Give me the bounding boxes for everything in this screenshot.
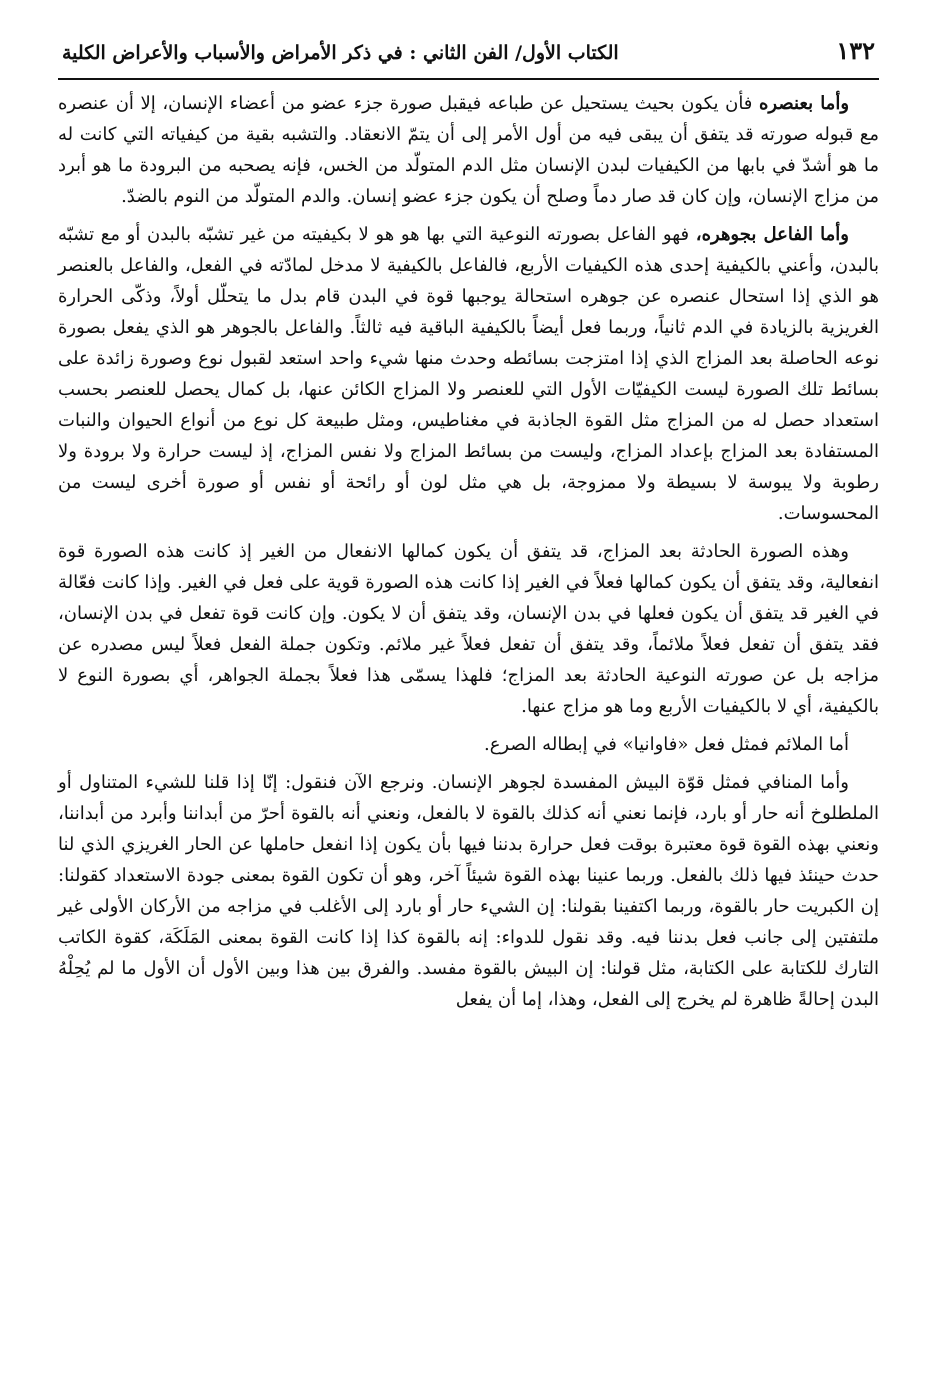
paragraph-text: وهذه الصورة الحادثة بعد المزاج، قد يتفق أن يكون كمالها الانفعال من الغير إذ كانت هذه الصورة قوة انفعالية، وقد يتفق أن يكون كمالها فعلاً في الغير إذا كانت هذه الصورة قوية على فعل في الغير. وإذا كانت فعّالة في الغير قد يتفق أن يكون فعلها في بدن الإنسان، وقد يتفق أن لا يكون. وإن كانت قوة تفعل في بدن الإنسان، فقد يتفق أن تفعل فعلاً ملائماً، وقد يتفق أن تفعل فعلاً غير ملائم. وتكون جملة الفعل فعلاً ليس مصدره عن مزاجه بل عن صورته النوعية الحادثة بعد المزاج؛ فلهذا يسمّى هذا فعلاً بجملة الجواهر، أي بصورة النوع لا بالكيفية، أي لا بالكيفيات الأربع وما هو مزاج عنها. [58,541,879,717]
paragraph-text: أما الملائم فمثل فعل «فاوانيا» في إبطاله الصرع. [483,734,849,755]
paragraph [58,88,879,212]
paragraph-lead: وأما الفاعل بجوهره، [695,224,849,245]
running-header-title: الكتاب الأول/ الفن الثاني : في ذكر الأمراض والأسباب والأعراض الكلية [62,42,619,64]
paragraph [58,536,879,722]
paragraph [58,767,879,1015]
paragraph [58,219,879,529]
paragraph-text: فهو الفاعل بصورته النوعية التي بها هو هو لا بكيفيته من غير تشبّه بالبدن أو مع تشبّه بالبدن، وأعني بالكيفية إحدى هذه الكيفيات الأربع، فالفاعل بالكيفية لا مدخل لمادّته في الفعل، والفاعل بالعنصر هو الذي إذا استحال عنصره عن جوهره استحالة يوجبها قوة في البدن قام بدل ما يتحلّل أولاً، وذكّى الحرارة الغريزية بالزيادة في الدم ثانياً، وربما فعل أيضاً بالكيفية الباقية فيه ثالثاً. والفاعل بالجوهر هو الذي يفعل بصورة نوعه الحاصلة بعد المزاج الذي إذا امتزجت بسائطه وحدث منها شيء واحد استعد لقبول نوع وصورة زائدة على بسائط تلك الصورة ليست الكيفيّات الأول التي للعنصر ولا المزاج الكائن عنها، بل كمال يحصل للعنصر بحسب استعداد حصل له من المزاج مثل القوة الجاذبة في مغناطيس، ومثل طبيعة كل نوع من أنواع الحيوان والنبات المستفادة بعد المزاج بإعداد المزاج، وليست من بسائط المزاج ولا نفس المزاج، إذ ليست حرارة ولا برودة ولا رطوبة ولا يبوسة لا بسيطة ولا ممزوجة، بل هي مثل لون أو رائحة أو نفس أو صورة أخرى ليست من المحسوسات. [58,224,879,524]
paragraph-text: فأن يكون بحيث يستحيل عن طباعه فيقبل صورة جزء عضو من أعضاء الإنسان، إلا أن عنصره مع قبوله صورته قد يتفق أن يبقى فيه من أول الأمر إلى أن يتمّ الانعقاد. والتشبه بقية من كيفياته التي كانت له ما هو أشدّ في بابها من الكيفيات لبدن الإنسان مثل الدم المتولّد من الخس، فإنه يصحبه من البرودة ما هو أبرد من مزاج الإنسان، وإن كان قد صار دماً وصلح أن يكون جزء عضو إنسان. والدم المتولّد من النوم بالضدّ. [58,93,879,207]
book-page [58,36,879,1363]
paragraph [58,729,879,760]
body-text [58,88,879,1015]
running-header [58,36,879,80]
page-number: ١٣٢ [836,36,875,65]
paragraph-text: وأما المنافي فمثل قوّة البيش المفسدة لجوهر الإنسان. ونرجع الآن فنقول: إنّا إذا قلنا للشيء المتناول أو الملطلوخ أنه حار أو بارد، فإنما نعني أنه كذلك بالقوة لا بالفعل، ونعني أنه بالقوة أحرّ من أبداننا وأبرد من أبداننا، ونعني بهذه القوة قوة معتبرة بوقت فعل حرارة بدننا فيها بأن يكون إذا انفعل حاملها عن الحار الغريزي الذي لنا حدث حينئذ فيها ذلك بالفعل. وربما عنينا بهذه القوة شيئاً آخر، وهو أن تكون القوة بمعنى جودة الاستعداد كقولنا: إن الكبريت حار بالقوة، وربما اكتفينا بقولنا: إن الشيء حار أو بارد إلى الأغلب في مزاجه من الأركان الأولى غير ملتفتين إلى جانب فعل بدننا فيه. وقد نقول للدواء: إنه بالقوة كذا إذا كانت القوة بمعنى المَلَكَة، كقوة الكاتب التارك للكتابة على الكتابة، مثل قولنا: إن البيش بالقوة مفسد. والفرق بين هذا وبين الأول أن الأول ما لم يُحِلْهُ البدن إحالةً ظاهرة لم يخرج إلى الفعل، وهذا، إما أن يفعل [58,772,879,1010]
paragraph-lead: وأما بعنصره [758,93,850,114]
